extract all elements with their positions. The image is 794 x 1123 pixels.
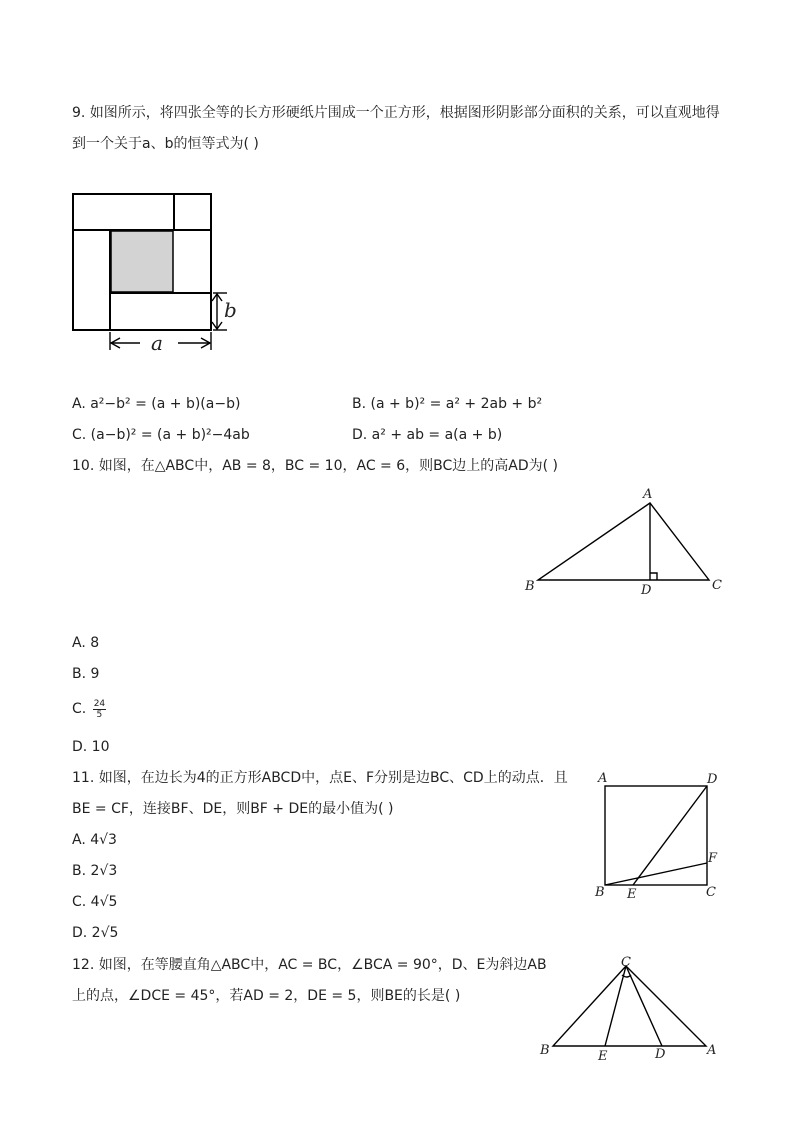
q9-stem-line1: 9. 如图所示，将四张全等的长方形硬纸片围成一个正方形，根据图形阴影部分面积的关系，可以直观地得 — [72, 105, 720, 121]
q12-stem-line2: 上的点，∠DCE = 45°，若AD = 2，DE = 5，则BE的长是( ) — [72, 988, 461, 1004]
q11-label-a: A — [598, 771, 608, 786]
q10-label-a: A — [643, 487, 653, 502]
q10-option-a: A. 8 — [72, 635, 100, 651]
q10-option-c-numerator: 24 — [93, 698, 106, 709]
q10-option-c-denominator: 5 — [96, 709, 103, 720]
q9-label-b: b — [224, 298, 237, 322]
q12-label-d: D — [655, 1047, 666, 1062]
q10-stem: 10. 如图，在△ABC中，AB = 8，BC = 10，AC = 6，则BC边上的高AD为( ) — [72, 458, 559, 474]
q12-label-e: E — [598, 1049, 608, 1064]
q11-label-f: F — [708, 851, 718, 866]
q9-option-a: A. a²−b² = (a + b)(a−b) — [72, 396, 241, 412]
q10-option-c — [72, 696, 106, 722]
q11-option-c: C. 4√5 — [72, 894, 118, 910]
q10-label-c: C — [712, 578, 722, 593]
q12-label-a: A — [707, 1043, 717, 1058]
q10-label-b: B — [525, 579, 535, 594]
q11-option-d: D. 2√5 — [72, 925, 119, 941]
q11-figure — [590, 768, 730, 903]
q12-label-c: C — [621, 955, 631, 970]
q12-stem-line1: 12. 如图，在等腰直角△ABC中，AC = BC，∠BCA = 90°，D、E为斜边AB — [72, 957, 547, 973]
q11-label-d: D — [707, 772, 718, 787]
q9-option-b: B. (a + b)² = a² + 2ab + b² — [352, 396, 543, 412]
q9-figure — [60, 185, 260, 360]
q10-label-d: D — [641, 583, 652, 598]
q11-label-b: B — [595, 885, 605, 900]
q9-option-c: C. (a−b)² = (a + b)²−4ab — [72, 427, 250, 443]
q9-stem-line2: 到一个关于a、b的恒等式为( ) — [72, 136, 259, 152]
q10-option-c-prefix: C. — [72, 701, 91, 717]
q10-option-c-fraction — [93, 699, 106, 720]
q12-figure — [530, 950, 730, 1065]
q11-option-a: A. 4√3 — [72, 832, 117, 848]
q9-option-d: D. a² + ab = a(a + b) — [352, 427, 503, 443]
q11-option-b: B. 2√3 — [72, 863, 118, 879]
q9-label-a: a — [151, 331, 163, 355]
q10-figure — [520, 485, 730, 600]
q11-label-c: C — [706, 885, 716, 900]
q11-label-e: E — [627, 887, 637, 902]
q10-option-b: B. 9 — [72, 666, 100, 682]
q12-label-b: B — [540, 1043, 550, 1058]
q10-option-d: D. 10 — [72, 739, 110, 755]
q11-stem-line2: BE = CF，连接BF、DE，则BF + DE的最小值为( ) — [72, 801, 394, 817]
q11-stem-line1: 11. 如图，在边长为4的正方形ABCD中，点E、F分别是边BC、CD上的动点．且 — [72, 770, 568, 786]
